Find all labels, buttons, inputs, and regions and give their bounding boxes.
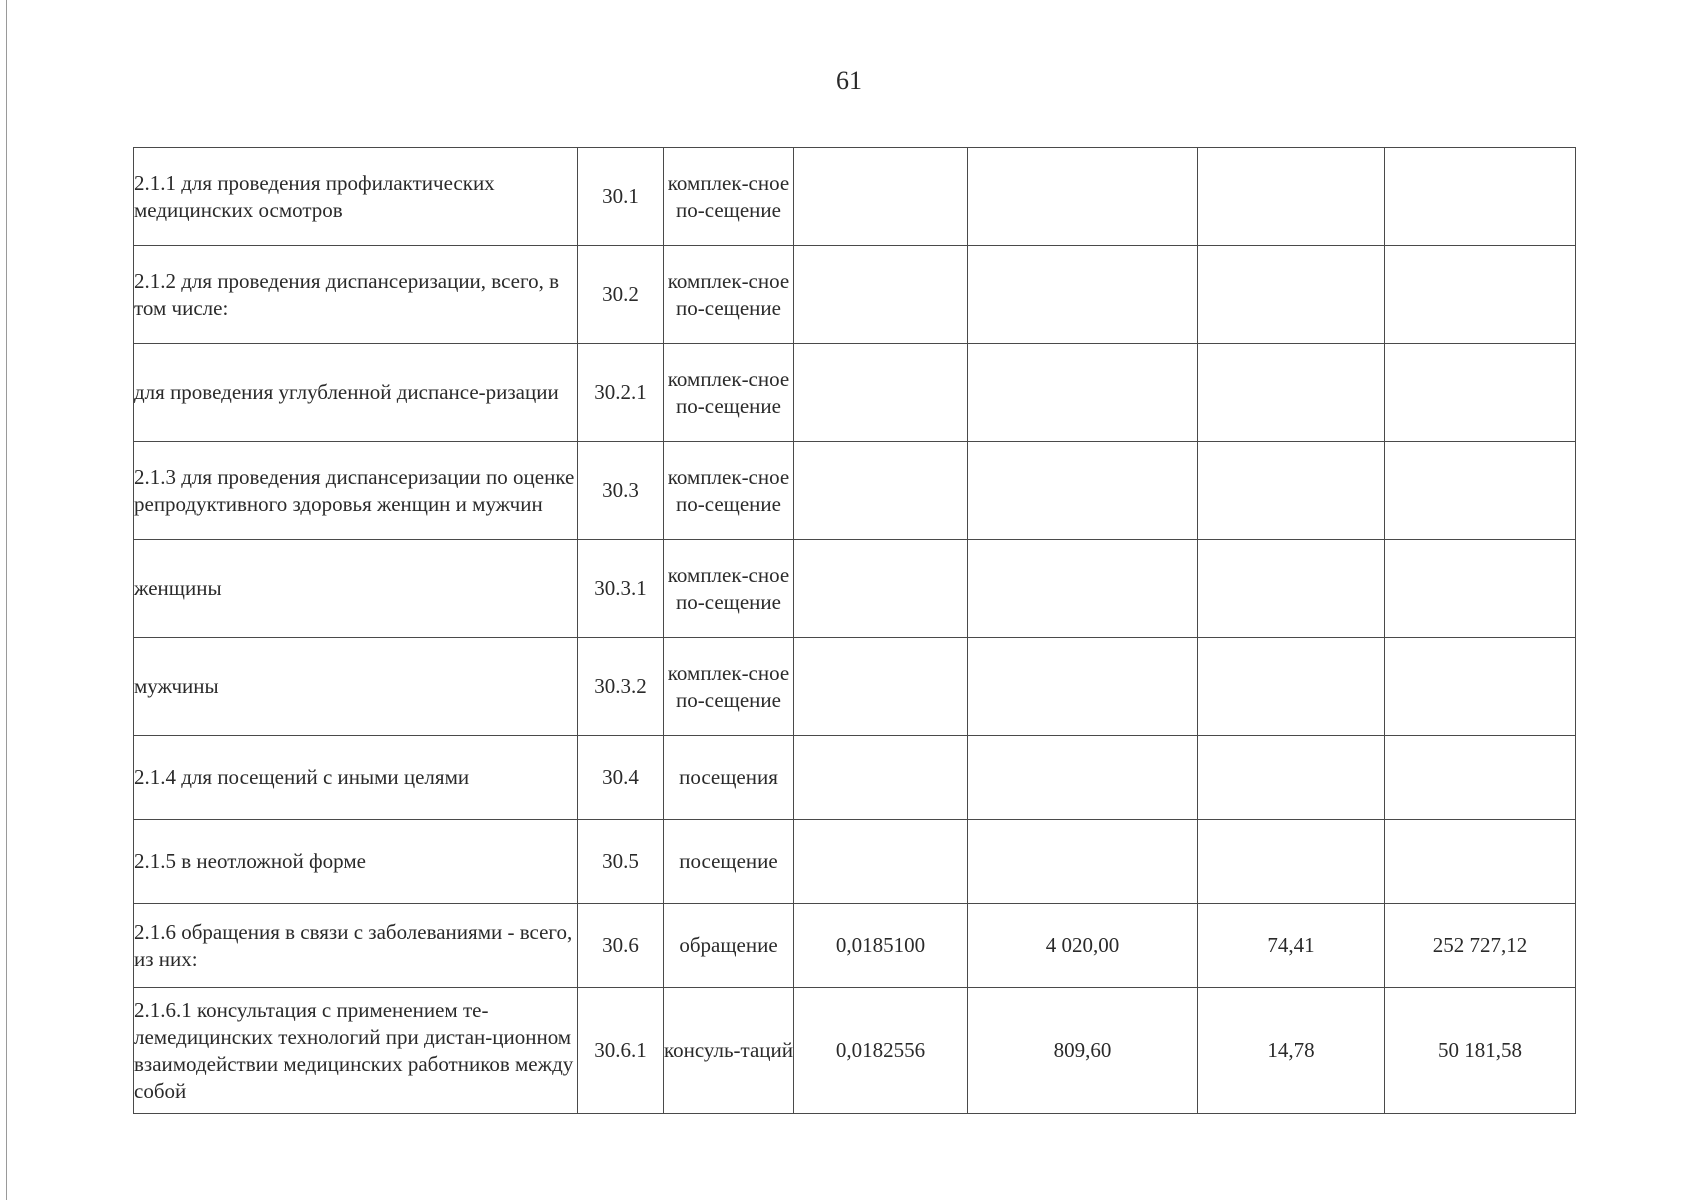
row-value-cell [1198,148,1385,246]
row-value-cell [1385,148,1576,246]
page-edge-rule [6,0,7,1200]
row-name-cell: 2.1.6.1 консультация с применением те-лемедицинских технологий при дистан-ционном взаимодействии медицинских работников между собой [134,988,578,1114]
row-name-cell: 2.1.3 для проведения диспансеризации по оценке репродуктивного здоровья женщин и мужчин [134,442,578,540]
row-value-cell [968,820,1198,904]
table-row [134,736,1576,820]
row-value-cell [794,638,968,736]
table-row [134,442,1576,540]
row-value-cell: 809,60 [968,988,1198,1114]
row-value-cell [1385,736,1576,820]
row-value-cell [968,148,1198,246]
row-value-cell [1198,820,1385,904]
row-value-cell [1385,246,1576,344]
row-value-cell [1385,540,1576,638]
row-name-cell: 2.1.1 для проведения профилактических медицинских осмотров [134,148,578,246]
row-name-cell: женщины [134,540,578,638]
row-code-cell: 30.3.1 [578,540,664,638]
row-unit-cell: посещения [664,736,794,820]
row-value-cell [794,540,968,638]
row-code-cell: 30.6.1 [578,988,664,1114]
row-value-cell [794,442,968,540]
row-value-cell [968,540,1198,638]
table-row [134,246,1576,344]
row-unit-cell: комплек-сное по-сещение [664,344,794,442]
row-code-cell: 30.2 [578,246,664,344]
row-name-cell: 2.1.2 для проведения диспансеризации, всего, в том числе: [134,246,578,344]
row-value-cell [1385,638,1576,736]
row-value-cell: 50 181,58 [1385,988,1576,1114]
row-code-cell: 30.6 [578,904,664,988]
row-unit-cell: комплек-сное по-сещение [664,540,794,638]
row-name-cell: для проведения углубленной диспансе-ризации [134,344,578,442]
row-value-cell [794,820,968,904]
row-code-cell: 30.5 [578,820,664,904]
row-value-cell [794,736,968,820]
row-value-cell [1385,344,1576,442]
table-row [134,904,1576,988]
table-row [134,148,1576,246]
row-unit-cell: комплек-сное по-сещение [664,148,794,246]
row-value-cell [794,148,968,246]
row-unit-cell: консуль-таций [664,988,794,1114]
table-row [134,344,1576,442]
row-name-cell: мужчины [134,638,578,736]
row-value-cell: 0,0185100 [794,904,968,988]
row-value-cell [968,638,1198,736]
row-unit-cell: посещение [664,820,794,904]
data-table [133,147,1576,1114]
table-row [134,820,1576,904]
row-code-cell: 30.2.1 [578,344,664,442]
row-unit-cell: обращение [664,904,794,988]
row-value-cell [1198,344,1385,442]
row-value-cell [794,344,968,442]
row-unit-cell: комплек-сное по-сещение [664,442,794,540]
table-row [134,988,1576,1114]
row-value-cell: 252 727,12 [1385,904,1576,988]
page-number: 61 [836,66,862,95]
row-value-cell: 4 020,00 [968,904,1198,988]
row-value-cell [1198,246,1385,344]
row-unit-cell: комплек-сное по-сещение [664,246,794,344]
row-value-cell [968,344,1198,442]
row-value-cell [1198,736,1385,820]
row-unit-cell: комплек-сное по-сещение [664,638,794,736]
row-value-cell [1198,638,1385,736]
row-code-cell: 30.1 [578,148,664,246]
row-value-cell [794,246,968,344]
row-name-cell: 2.1.6 обращения в связи с заболеваниями - всего, из них: [134,904,578,988]
row-value-cell [1385,820,1576,904]
row-value-cell [968,736,1198,820]
row-value-cell [1198,442,1385,540]
table-row [134,638,1576,736]
table-row [134,540,1576,638]
row-value-cell [968,246,1198,344]
row-code-cell: 30.4 [578,736,664,820]
row-value-cell: 14,78 [1198,988,1385,1114]
row-value-cell [1385,442,1576,540]
row-name-cell: 2.1.5 в неотложной форме [134,820,578,904]
row-value-cell: 0,0182556 [794,988,968,1114]
row-value-cell: 74,41 [1198,904,1385,988]
row-value-cell [968,442,1198,540]
row-value-cell [1198,540,1385,638]
row-code-cell: 30.3 [578,442,664,540]
row-name-cell: 2.1.4 для посещений с иными целями [134,736,578,820]
row-code-cell: 30.3.2 [578,638,664,736]
